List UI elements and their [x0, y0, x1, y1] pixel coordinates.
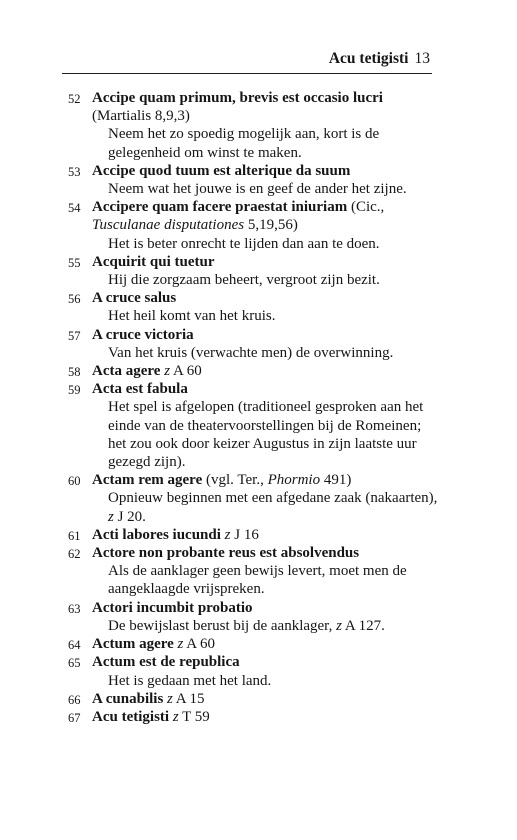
entry-meaning: Het spel is afgelopen (traditioneel gesproken aan het einde van de theatervoorstellingen bij de Romeinen; het zou ook door keizer Augustus in zijn laatste uur gezegd zijn). [108, 399, 424, 471]
header-rule [62, 73, 432, 74]
entry-62 [68, 544, 438, 599]
entry-meaning: Het heil komt van het kruis. [108, 308, 276, 325]
cross-reference-marker: z [108, 508, 114, 525]
entry-meaning: Het is gedaan met het land. [108, 672, 272, 689]
entry-53 [68, 162, 438, 198]
entry-number: 64 [68, 638, 81, 653]
entry-list [68, 89, 438, 726]
entry-65 [68, 653, 438, 689]
entry-number: 62 [68, 547, 81, 562]
entry-source: (Martialis 8,9,3) [92, 108, 190, 125]
header-keyword: Acu tetigisti [328, 50, 409, 67]
entry-meaning: Het is beter onrecht te lijden dan aan te doen. [108, 235, 380, 252]
entry-61 [68, 526, 438, 544]
cross-reference: z J 16 [224, 526, 259, 543]
entry-66 [68, 690, 438, 708]
entry-number: 53 [68, 164, 81, 179]
entry-number: 55 [68, 255, 81, 270]
entry-number: 60 [68, 474, 81, 489]
cross-reference: z A 15 [167, 690, 205, 707]
page-number: 13 [414, 50, 430, 67]
entry-lemma: Actore non probante reus est absolvendus [92, 545, 360, 562]
entry-lemma: Acta est fabula [92, 381, 188, 398]
cross-reference-marker: z [336, 617, 342, 634]
entry-lemma: Actum agere [92, 636, 174, 653]
entry-number: 54 [68, 201, 81, 216]
entry-number: 52 [68, 92, 81, 106]
entry-number: 67 [68, 710, 81, 725]
running-header [62, 50, 430, 72]
cross-reference: z T 59 [172, 708, 210, 725]
entry-lemma: A cruce salus [92, 290, 177, 307]
entry-lemma: Actam rem agere [92, 472, 203, 489]
cross-reference: z A 60 [164, 363, 202, 380]
entry-number: 66 [68, 692, 81, 707]
entry-59 [68, 380, 438, 471]
entry-56 [68, 289, 438, 325]
entry-meaning: Als de aanklager geen bewijs levert, moet men de aangeklaagde vrijspreken. [108, 563, 407, 598]
entry-lemma: Acquirit qui tuetur [92, 253, 215, 270]
entry-64 [68, 635, 438, 653]
entry-lemma: Acu tetigisti [92, 708, 170, 725]
entry-lemma: A cruce victoria [92, 326, 194, 343]
entry-lemma: Accipe quam primum, brevis est occasio lucri [92, 90, 383, 106]
entry-58 [68, 362, 438, 380]
entry-52 [68, 89, 438, 162]
entry-number: 65 [68, 656, 81, 671]
entry-number: 56 [68, 292, 81, 307]
entry-number: 57 [68, 328, 81, 343]
entry-63 [68, 599, 438, 635]
entry-57 [68, 326, 438, 362]
entry-55 [68, 253, 438, 289]
entry-60 [68, 471, 438, 526]
entry-number: 63 [68, 601, 81, 616]
entry-lemma: Acti labores iucundi [92, 526, 221, 543]
entry-54 [68, 198, 438, 253]
entry-lemma: A cunabilis [92, 690, 164, 707]
cross-reference: J 20. [113, 508, 146, 525]
entry-source: (Cic., Tusculanae disputationes 5,19,56) [92, 199, 385, 234]
entry-number: 58 [68, 365, 81, 380]
entry-67 [68, 708, 438, 726]
entry-lemma: Actum est de republica [92, 654, 240, 671]
cross-reference: z A 60 [177, 636, 216, 653]
entry-lemma: Accipere quam facere praestat iniuriam [92, 199, 348, 216]
entry-meaning: De bewijslast berust bij de aanklager, z A 127. [108, 617, 385, 634]
entry-lemma: Accipe quod tuum est alterique da suum [92, 162, 351, 179]
entry-lemma: Acta agere [92, 363, 161, 380]
entry-meaning: Neem wat het jouwe is en geef de ander het zijne. [108, 181, 407, 198]
cross-reference: A 127. [341, 617, 385, 634]
entry-number: 59 [68, 383, 81, 398]
entry-meaning: Hij die zorgzaam beheert, vergroot zijn bezit. [108, 272, 380, 289]
entry-meaning: Opnieuw beginnen met een afgedane zaak (nakaarten), z J 20. [108, 490, 438, 525]
entry-source: (vgl. Ter., Phormio 491) [205, 472, 352, 489]
entry-meaning: Neem het zo spoedig mogelijk aan, kort is de gelegenheid om winst te maken. [108, 126, 380, 161]
entry-number: 61 [68, 528, 81, 543]
entry-lemma: Actori incumbit probatio [92, 599, 253, 616]
entry-meaning: Van het kruis (verwachte men) de overwinning. [108, 344, 394, 361]
